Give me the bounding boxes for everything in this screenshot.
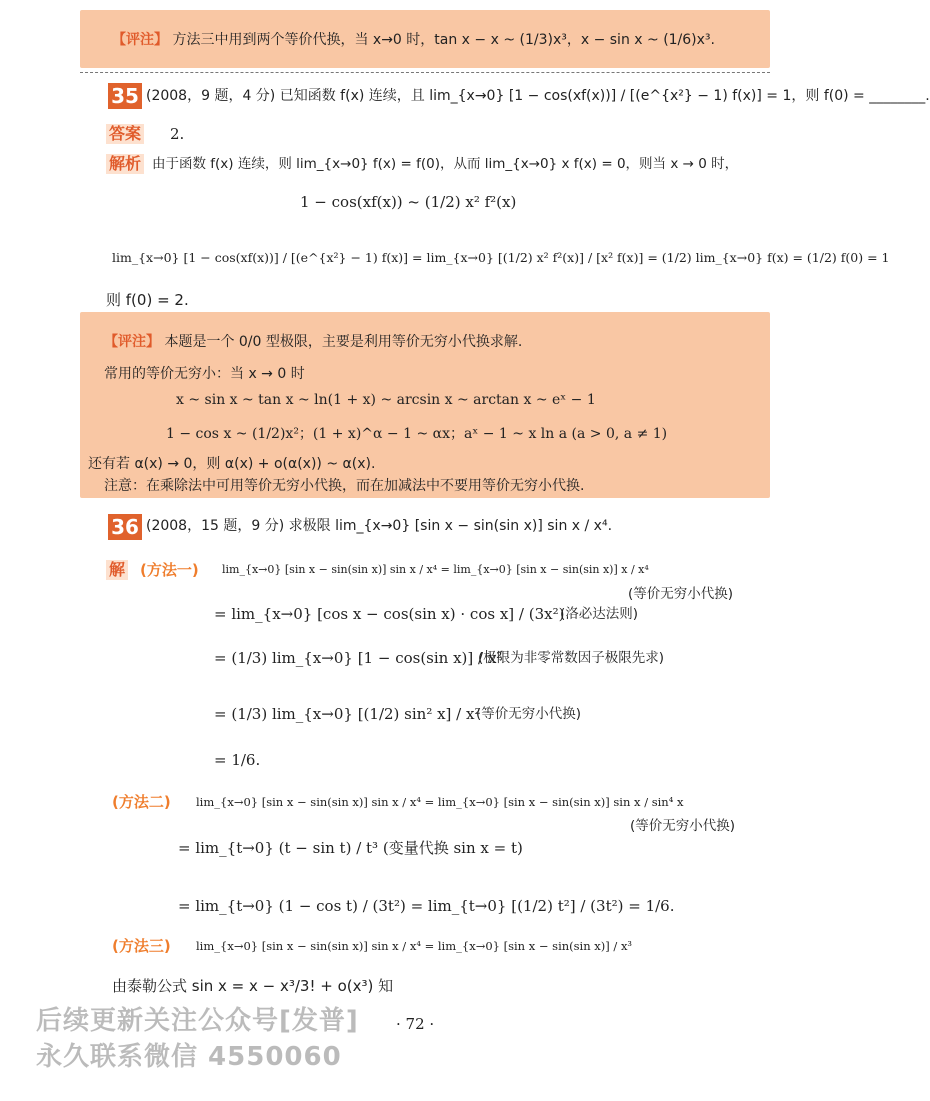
top-note-label: 【评注】	[112, 32, 168, 48]
problem-36-badge: 36	[108, 514, 142, 540]
analysis-line-1: 由于函数 f(x) 连续，则 lim_{x→0} f(x) = f(0)，从而 lim_{x→0} x f(x) = 0，则当 x → 0 时，	[152, 156, 739, 172]
method-1-line-3-note: (极限为非零常数因子极限先求)	[478, 650, 665, 666]
method-3-line-1: lim_{x→0} [sin x − sin(sin x)] sin x / x⁴ = lim_{x→0} [sin x − sin(sin x)] / x³	[196, 939, 633, 953]
problem-35-badge: 35	[108, 83, 142, 109]
solution-label: 解	[106, 560, 128, 580]
analysis-label: 解析	[106, 154, 144, 174]
watermark-line-2: 永久联系微信 4550060	[36, 1042, 342, 1072]
method-1-line-1-note: (等价无穷小代换)	[628, 586, 734, 602]
note-2-line-4: 1 − cos x ~ (1/2)x²；(1 + x)^α − 1 ~ αx；aˣ − 1 ~ x ln a (a > 0, a ≠ 1)	[166, 426, 668, 442]
answer-label: 答案	[106, 124, 144, 144]
note-2-label: 【评注】	[104, 334, 160, 350]
top-note-text: 方法三中用到两个等价代换，当 x→0 时，tan x − x ~ (1/3)x³，x − sin x ~ (1/6)x³.	[172, 32, 715, 48]
page-number: · 72 ·	[396, 1015, 435, 1033]
analysis-line-3: lim_{x→0} [1 − cos(xf(x))] / [(e^{x²} − 1) f(x)] = lim_{x→0} [(1/2) x² f²(x)] / [x² f(x)] = (1/2) lim_{x→0} f(x) = (1/2) f(0) = 1	[112, 250, 890, 265]
method-3-label: (方法三)	[112, 937, 171, 955]
watermark-line-1: 后续更新关注公众号[发普]	[36, 1006, 359, 1036]
problem-36-question: 求极限 lim_{x→0} [sin x − sin(sin x)] sin x / x⁴.	[288, 518, 613, 534]
note-2-line-1-text: 本题是一个 0/0 型极限，主要是利用等价无穷小代换求解.	[164, 334, 523, 350]
problem-35-source: (2008，9 题，4 分)	[146, 88, 276, 104]
note-2-line-1	[104, 332, 522, 352]
problem-35-text	[146, 86, 930, 106]
method-1-line-2: = lim_{x→0} [cos x − cos(sin x) · cos x] / (3x²)	[214, 605, 565, 623]
note-2-line-6: 注意：在乘除法中可用等价无穷小代换，而在加减法中不要用等价无穷小代换.	[104, 478, 585, 494]
answer-value: 2.	[170, 125, 185, 143]
note-2-line-2: 常用的等价无穷小：当 x → 0 时	[104, 366, 305, 382]
method-1-line-1: lim_{x→0} [sin x − sin(sin x)] sin x / x⁴ = lim_{x→0} [sin x − sin(sin x)] x / x⁴	[222, 563, 649, 576]
method-2-line-2: = lim_{t→0} (t − sin t) / t³ (变量代换 sin x = t)	[178, 839, 523, 857]
method-2-line-3: = lim_{t→0} (1 − cos t) / (3t²) = lim_{t→0} [(1/2) t²] / (3t²) = 1/6.	[178, 897, 675, 915]
note-2-line-5: 还有若 α(x) → 0，则 α(x) + o(α(x)) ~ α(x).	[88, 456, 376, 472]
method-3-line-2: 由泰勒公式 sin x = x − x³/3! + o(x³) 知	[112, 977, 394, 995]
method-1-line-3: = (1/3) lim_{x→0} [1 − cos(sin x)] / x²	[214, 649, 503, 667]
analysis-line-2: 1 − cos(xf(x)) ~ (1/2) x² f²(x)	[300, 193, 517, 211]
method-1-label: (方法一)	[140, 561, 199, 579]
top-note	[112, 30, 715, 50]
analysis-line-4: 则 f(0) = 2.	[106, 291, 189, 309]
method-1-line-2-note: (洛必达法则)	[560, 606, 639, 622]
problem-35-question: 已知函数 f(x) 连续，且 lim_{x→0} [1 − cos(xf(x))] / [(e^{x²} − 1) f(x)] = 1，则 f(0) = ________.	[279, 88, 930, 104]
method-2-label: (方法二)	[112, 793, 171, 811]
method-1-line-4-note: (等价无穷小代换)	[476, 706, 582, 722]
problem-36-text	[146, 516, 612, 536]
method-2-line-1: lim_{x→0} [sin x − sin(sin x)] sin x / x⁴ = lim_{x→0} [sin x − sin(sin x)] sin x / sin⁴ x	[196, 795, 684, 809]
note-2-line-3: x ~ sin x ~ tan x ~ ln(1 + x) ~ arcsin x ~ arctan x ~ eˣ − 1	[176, 392, 596, 408]
problem-36-source: (2008，15 题，9 分)	[146, 518, 285, 534]
method-1-line-4: = (1/3) lim_{x→0} [(1/2) sin² x] / x²	[214, 705, 481, 723]
method-1-line-5: = 1/6.	[214, 751, 261, 769]
divider-1	[80, 72, 770, 73]
method-2-line-1-note: (等价无穷小代换)	[630, 818, 736, 834]
